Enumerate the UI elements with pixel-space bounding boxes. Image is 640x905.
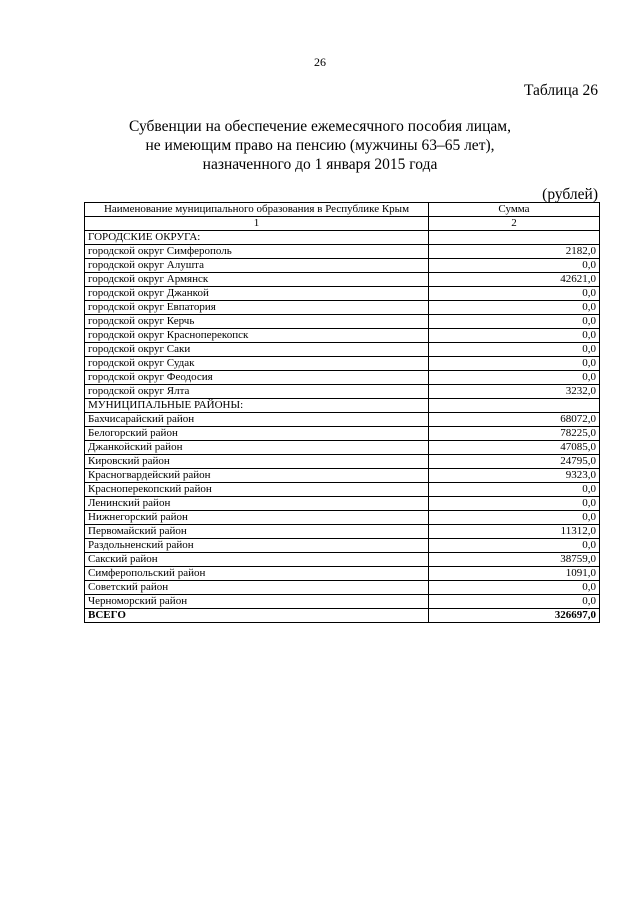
page-number: 26 xyxy=(314,55,326,69)
table-row xyxy=(85,525,600,539)
table-row xyxy=(85,301,600,315)
row-name: Сакский район xyxy=(85,553,429,567)
row-value: 0,0 xyxy=(429,301,600,315)
row-value: 0,0 xyxy=(429,329,600,343)
row-name: городской округ Джанкой xyxy=(85,287,429,301)
row-value: 0,0 xyxy=(429,315,600,329)
column-number: 2 xyxy=(429,217,600,231)
table-row xyxy=(85,483,600,497)
table-row xyxy=(85,581,600,595)
row-value: 0,0 xyxy=(429,287,600,301)
column-number: 1 xyxy=(85,217,429,231)
row-value: 3232,0 xyxy=(429,385,600,399)
table-row xyxy=(85,511,600,525)
row-name: городской округ Керчь xyxy=(85,315,429,329)
table-row xyxy=(85,245,600,259)
subsidy-table xyxy=(84,202,600,623)
row-value xyxy=(429,231,600,245)
table-row xyxy=(85,413,600,427)
total-value: 326697,0 xyxy=(429,609,600,623)
row-name: Ленинский район xyxy=(85,497,429,511)
table-row xyxy=(85,469,600,483)
table-row xyxy=(85,287,600,301)
table-row xyxy=(85,497,600,511)
row-value: 38759,0 xyxy=(429,553,600,567)
row-value: 24795,0 xyxy=(429,455,600,469)
table-row xyxy=(85,553,600,567)
row-name: городской округ Армянск xyxy=(85,273,429,287)
table-row xyxy=(85,231,600,245)
row-name: Красногвардейский район xyxy=(85,469,429,483)
table-row xyxy=(85,385,600,399)
row-value: 0,0 xyxy=(429,343,600,357)
row-value: 0,0 xyxy=(429,259,600,273)
table-row xyxy=(85,273,600,287)
column-header-sum: Сумма xyxy=(429,203,600,217)
row-name: Кировский район xyxy=(85,455,429,469)
table-row xyxy=(85,427,600,441)
total-label: ВСЕГО xyxy=(85,609,429,623)
table-header-row xyxy=(85,203,600,217)
row-name: городской округ Феодосия xyxy=(85,371,429,385)
row-value: 0,0 xyxy=(429,497,600,511)
row-name: Симферопольский район xyxy=(85,567,429,581)
table-row xyxy=(85,343,600,357)
table-row xyxy=(85,567,600,581)
table-body xyxy=(85,231,600,609)
row-value xyxy=(429,399,600,413)
table-row xyxy=(85,441,600,455)
row-name: Нижнегорский район xyxy=(85,511,429,525)
row-name: МУНИЦИПАЛЬНЫЕ РАЙОНЫ: xyxy=(85,399,429,413)
row-name: городской округ Алушта xyxy=(85,259,429,273)
row-value: 68072,0 xyxy=(429,413,600,427)
table-row xyxy=(85,315,600,329)
title-line: не имеющим право на пенсию (мужчины 63–65 лет), xyxy=(145,137,495,154)
row-name: городской округ Судак xyxy=(85,357,429,371)
row-value: 0,0 xyxy=(429,595,600,609)
column-number-row xyxy=(85,217,600,231)
row-value: 9323,0 xyxy=(429,469,600,483)
row-value: 47085,0 xyxy=(429,441,600,455)
row-name: Раздольненский район xyxy=(85,539,429,553)
table-row xyxy=(85,329,600,343)
row-value: 78225,0 xyxy=(429,427,600,441)
row-value: 11312,0 xyxy=(429,525,600,539)
row-value: 0,0 xyxy=(429,371,600,385)
unit-label: (рублей) xyxy=(542,186,598,203)
document-title xyxy=(0,117,640,174)
row-name: Первомайский район xyxy=(85,525,429,539)
title-line: Субвенции на обеспечение ежемесячного пособия лицам, xyxy=(129,118,511,135)
row-name: Бахчисарайский район xyxy=(85,413,429,427)
table-row xyxy=(85,399,600,413)
row-name: городской округ Евпатория xyxy=(85,301,429,315)
row-value: 0,0 xyxy=(429,357,600,371)
row-value: 2182,0 xyxy=(429,245,600,259)
table-label: Таблица 26 xyxy=(523,82,598,99)
row-name: Советский район xyxy=(85,581,429,595)
row-value: 0,0 xyxy=(429,483,600,497)
title-line: назначенного до 1 января 2015 года xyxy=(202,156,438,173)
total-row xyxy=(85,609,600,623)
table-row xyxy=(85,539,600,553)
table-row xyxy=(85,455,600,469)
row-name: городской округ Красноперекопск xyxy=(85,329,429,343)
row-name: городской округ Ялта xyxy=(85,385,429,399)
row-name: Черноморский район xyxy=(85,595,429,609)
table-row xyxy=(85,595,600,609)
row-name: городской округ Симферополь xyxy=(85,245,429,259)
table-row xyxy=(85,371,600,385)
row-name: Джанкойский район xyxy=(85,441,429,455)
row-value: 42621,0 xyxy=(429,273,600,287)
table-row xyxy=(85,259,600,273)
column-header-name: Наименование муниципального образования в Республике Крым xyxy=(85,203,429,217)
row-value: 0,0 xyxy=(429,539,600,553)
row-name: Красноперекопский район xyxy=(85,483,429,497)
row-value: 0,0 xyxy=(429,511,600,525)
row-name: Белогорский район xyxy=(85,427,429,441)
table-row xyxy=(85,357,600,371)
row-value: 1091,0 xyxy=(429,567,600,581)
row-name: городской округ Саки xyxy=(85,343,429,357)
row-value: 0,0 xyxy=(429,581,600,595)
row-name: ГОРОДСКИЕ ОКРУГА: xyxy=(85,231,429,245)
